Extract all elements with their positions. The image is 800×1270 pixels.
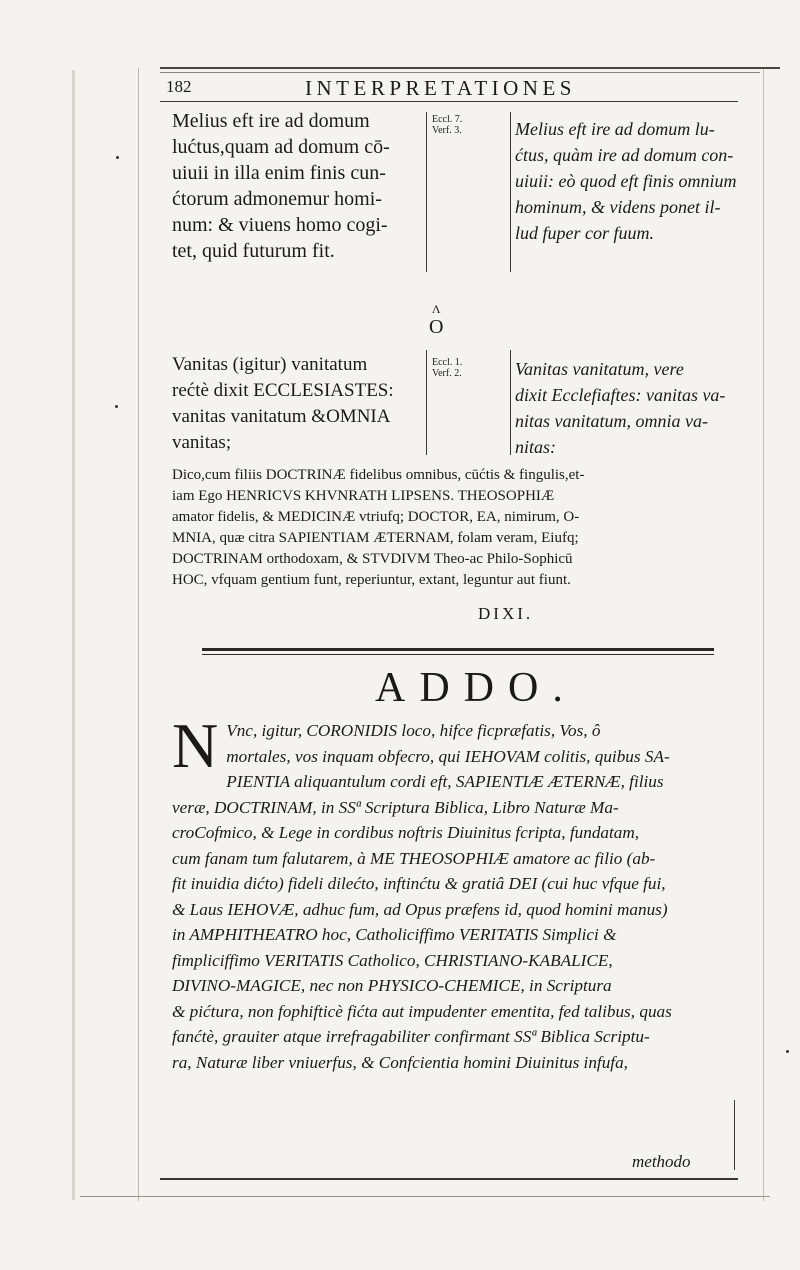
page-number: 182 bbox=[166, 77, 192, 96]
reference-line: Eccl. 1. bbox=[432, 357, 463, 368]
text-line: MNIA, quæ citra SAPIENTIAM ÆTERNAM, folam veram, Eiufq; bbox=[172, 530, 579, 546]
section2-latin-right bbox=[515, 356, 740, 460]
divider-letter: O bbox=[429, 316, 444, 338]
section-rule-thick bbox=[202, 648, 714, 651]
text-line: vanitas; bbox=[172, 432, 232, 453]
text-line: dixit Ecclefiaftes: vanitas va- bbox=[515, 385, 726, 405]
text-line: amator fidelis, & MEDICINÆ vtriufq; DOCTOR, EA, nimirum, O- bbox=[172, 509, 580, 525]
divider-cap: Λ bbox=[431, 302, 441, 316]
addo-body bbox=[172, 710, 738, 1075]
column-divider bbox=[426, 112, 427, 272]
divider-glyph bbox=[429, 300, 443, 336]
text-line: DOCTRINAM orthodoxam, & STVDIVM Theo-ac Philo-Sophicū bbox=[172, 551, 573, 567]
header-rule bbox=[160, 101, 738, 102]
bottom-frame-line bbox=[734, 1100, 735, 1170]
text-line: mortales, vos inquam obfecro, qui IEHOVAM colitis, quibus SA- bbox=[226, 746, 670, 766]
text-line: Vanitas (igitur) vanitatum bbox=[172, 354, 368, 375]
section1-latin-left bbox=[172, 108, 422, 264]
text-line: ćtorum admonemur homi- bbox=[172, 188, 382, 210]
text-line: uiuii: eò quod eft finis omnium bbox=[515, 171, 737, 191]
text-line: Melius eft ire ad domum lu- bbox=[515, 119, 715, 139]
closing-word: DIXI. bbox=[478, 604, 534, 623]
ink-speck bbox=[115, 405, 118, 408]
text-line: PIENTIA aliquantulum cordi eft, SAPIENTIÆ ÆTERNÆ, filius bbox=[226, 772, 664, 791]
right-margin-line bbox=[763, 68, 764, 1201]
text-line: Vnc, igitur, CORONIDIS loco, hifce ficpræfatis, Vos, ô bbox=[226, 721, 601, 740]
text-line: hominum, & videns ponet il- bbox=[515, 197, 721, 217]
catchword: methodo bbox=[632, 1152, 691, 1171]
bottom-rule bbox=[160, 1178, 738, 1180]
text-line: num: & viuens homo cogi- bbox=[172, 214, 388, 236]
column-divider bbox=[426, 350, 427, 455]
section1-reference bbox=[432, 114, 468, 136]
top-border bbox=[160, 67, 780, 69]
text-line: tet, quid futurum fit. bbox=[172, 240, 335, 262]
text-line: uiuii in illa enim finis cun- bbox=[172, 162, 386, 184]
text-line: fit inuidia dićto) fideli dilećto, inftinćtu & gratiâ DEI (cui huc vfque fui, bbox=[172, 874, 666, 893]
page-fold-shadow bbox=[72, 70, 75, 1200]
text-line: in AMPHITHEATRO hoc, Catholiciffimo VERITATIS Simplici & bbox=[172, 925, 617, 944]
text-line: ra, Naturæ liber vniuerfus, & Confcientia homini Diuinitus infufa, bbox=[172, 1052, 628, 1072]
text-line: DIVINO-MAGICE, nec non PHYSICO-CHEMICE, in Scriptura bbox=[172, 976, 612, 995]
column-divider bbox=[510, 112, 511, 272]
text-line: iam Ego HENRICVS KHVNRATH LIPSENS. THEOSOPHIÆ bbox=[172, 488, 555, 504]
section-rule-thin bbox=[202, 654, 714, 655]
text-line: Vanitas vanitatum, vere bbox=[515, 359, 684, 379]
text-line: lućtus,quam ad domum cō- bbox=[172, 136, 390, 158]
drop-cap: N bbox=[172, 710, 219, 781]
addo-heading: ADDO. bbox=[375, 665, 577, 711]
text-line: HOC, vfquam gentium funt, reperiuntur, extant, leguntur aut fiunt. bbox=[172, 572, 571, 588]
section2-reference bbox=[432, 357, 468, 379]
left-margin-line bbox=[138, 68, 139, 1201]
text-line: Dico,cum filiis DOCTRINÆ fidelibus omnibus, cūćtis & fingulis,et- bbox=[172, 467, 585, 483]
bottom-edge-rule bbox=[80, 1196, 770, 1197]
running-title: INTERPRETATIONES bbox=[305, 76, 576, 100]
dedication-paragraph bbox=[172, 465, 738, 591]
reference-line: Verf. 2. bbox=[432, 368, 462, 379]
section1-latin-right bbox=[515, 116, 740, 246]
text-line: & pićtura, non fophifticè fićta aut impudenter ementita, fed talibus, quas bbox=[172, 1001, 672, 1021]
text-line: veræ, DOCTRINAM, in SSª Scriptura Biblica, Libro Naturæ Ma- bbox=[172, 797, 619, 817]
section2-latin-left bbox=[172, 352, 422, 456]
text-line: rećtè dixit ECCLESIASTES: bbox=[172, 380, 394, 401]
text-line: & Laus IEHOVÆ, adhuc fum, ad Opus præfens id, quod homini manus) bbox=[172, 899, 668, 919]
text-line: vanitas vanitatum &OMNIA bbox=[172, 406, 391, 427]
top-border-thin bbox=[160, 72, 760, 73]
text-line: nitas vanitatum, omnia va- bbox=[515, 411, 708, 431]
text-line: croCofmico, & Lege in cordibus noftris Diuinitus fcripta, fundatam, bbox=[172, 823, 640, 842]
ink-speck bbox=[786, 1050, 789, 1053]
column-divider bbox=[510, 350, 511, 455]
reference-line: Eccl. 7. bbox=[432, 114, 463, 125]
text-line: ćtus, quàm ire ad domum con- bbox=[515, 145, 734, 165]
text-line: cum fanam tum falutarem, à ME THEOSOPHIÆ amatore ac filio (ab- bbox=[172, 848, 656, 868]
text-line: nitas: bbox=[515, 437, 557, 457]
ink-speck bbox=[116, 156, 119, 159]
text-line: fimpliciffimo VERITATIS Catholico, CHRISTIANO-KABALICE, bbox=[172, 950, 613, 970]
reference-line: Verf. 3. bbox=[432, 125, 462, 136]
text-line: lud fuper cor fuum. bbox=[515, 223, 654, 243]
text-line: Melius eft ire ad domum bbox=[172, 110, 370, 132]
text-line: fanćtè, grauiter atque irrefragabiliter confirmant SSª Biblica Scriptu- bbox=[172, 1027, 650, 1046]
